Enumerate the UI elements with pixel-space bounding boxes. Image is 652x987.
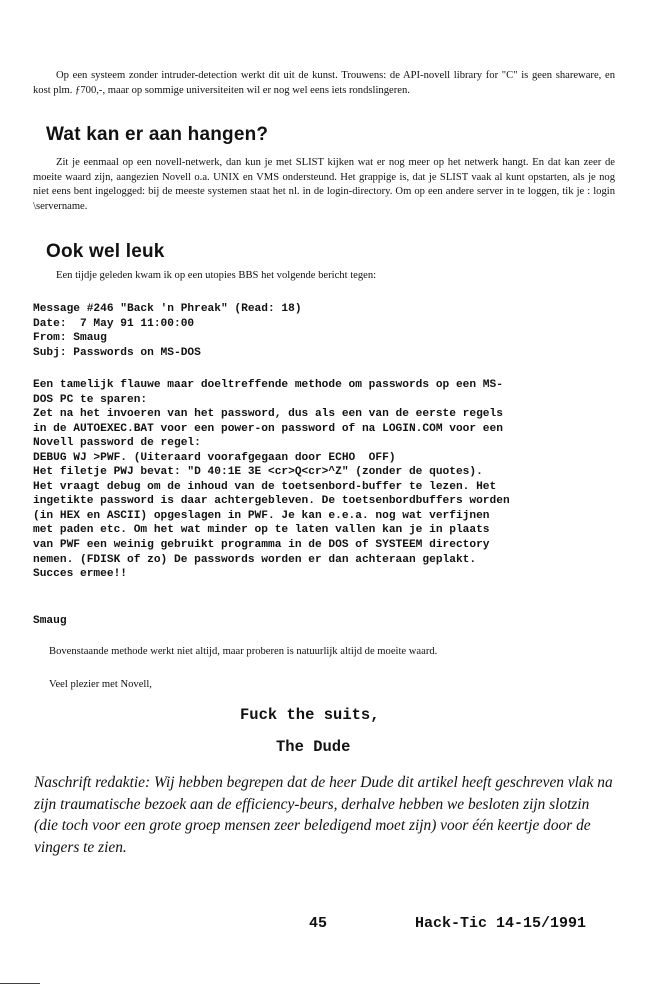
message-body-line: Succes ermee!!	[33, 568, 127, 581]
section2-body-paragraph: Een tijdje geleden kwam ik op een utopies BBS het volgende bericht tegen:	[56, 270, 377, 281]
message-body-line: ingetikte password is daar achtergebleven. De toetsenbordbuffers worden	[33, 495, 510, 508]
message-header-line: Date: 7 May 91 11:00:00	[33, 317, 195, 330]
message-body-line: in de AUTOEXEC.BAT voor een power-on password of na LOGIN.COM voor een	[33, 422, 503, 435]
message-body-line: Een tamelijk flauwe maar doeltreffende methode om passwords op een MS-	[33, 379, 503, 391]
message-body-line: DEBUG WJ >PWF. (Uiteraard voorafgegaan door ECHO OFF)	[33, 451, 396, 464]
message-body-line: Het vraagt debug om de inhoud van de toetsenbord-buffer te lezen. Het	[33, 480, 497, 493]
message-header-line: From: Smaug	[33, 332, 107, 345]
page-number: 45	[309, 915, 328, 932]
message-header-line: Subj: Passwords on MS-DOS	[33, 346, 201, 359]
signoff-author: The Dude	[276, 738, 351, 756]
editorial-postscript	[34, 772, 616, 858]
section1-body-paragraph: Zit je eenmaal op een novell-netwerk, dan kun je met SLIST kijken wat er nog meer op het netwerk hangt. En dat kan zeer de moeite waard zijn, aangezien Novell o.a. UNIX en VMS ondersteund. Het grappige is, dat je SLIST vaak al kunt opstarten, als je nog niet eens bent ingelogged: bij de meeste systemen staat het nl. in de login-directory. Om op een andere server in te loggen, tik je : login \servername.	[33, 157, 615, 212]
message-body-line: (in HEX en ASCII) opgeslagen in PWF. Je kan e.e.a. nog wat verfijnen	[33, 509, 490, 522]
message-header-line: Message #246 "Back 'n Phreak" (Read: 18)	[33, 303, 302, 315]
after-note-greeting: Veel plezier met Novell,	[49, 679, 152, 690]
section-heading-wat-kan-er-aan-hangen: Wat kan er aan hangen?	[46, 124, 269, 145]
message-signature-text: Smaug	[33, 615, 67, 627]
section-heading-ook-wel-leuk: Ook wel leuk	[46, 241, 165, 262]
bbs-message-header	[33, 302, 613, 360]
message-body-line: van PWF een weinig gebruikt programma in de DOS of SYSTEEM directory	[33, 539, 490, 552]
intro-paragraph: Op een systeem zonder intruder-detection werkt dit uit de kunst. Trouwens: de API-novell library for "C" is geen shareware, en kost plm. ƒ700,-, maar op sommige universiteiten wil er nog wel eens iets rondslingeren.	[33, 70, 615, 96]
message-body-line: nemen. (FDISK of zo) De passwords worden er dan achteraan geplakt.	[33, 553, 477, 566]
publication-footer: Hack-Tic 14-15/1991	[415, 915, 587, 932]
scan-edge-mark	[0, 983, 40, 987]
after-note-method: Bovenstaande methode werkt niet altijd, maar proberen is natuurlijk altijd de moeite waard.	[49, 646, 438, 657]
message-body-line: met paden etc. Om het wat minder op te laten vallen kan je in plaats	[33, 524, 490, 537]
message-body-line: Novell password de regel:	[33, 437, 201, 450]
message-body-line: Het filetje PWJ bevat: "D 40:1E 3E <cr>Q<cr>^Z" (zonder de quotes).	[33, 466, 483, 479]
message-body-line: DOS PC te sparen:	[33, 393, 148, 406]
bbs-message-body	[33, 378, 613, 582]
message-body-line: Zet na het invoeren van het password, dus als een van de eerste regels	[33, 408, 503, 421]
signoff-slogan: Fuck the suits,	[240, 706, 380, 724]
postscript-label: Naschrift redaktie:	[34, 774, 151, 791]
postscript-text: Wij hebben begrepen dat de heer Dude dit artikel heeft geschreven vlak na zijn traumatische bezoek aan de efficiency-beurs, derhalve hebben we besloten zijn slotzin (die toch voor een grote groep mensen zeer beledigend moet zijn) voor één keertje door de vingers te zien.	[34, 774, 613, 856]
message-signature	[33, 614, 613, 629]
